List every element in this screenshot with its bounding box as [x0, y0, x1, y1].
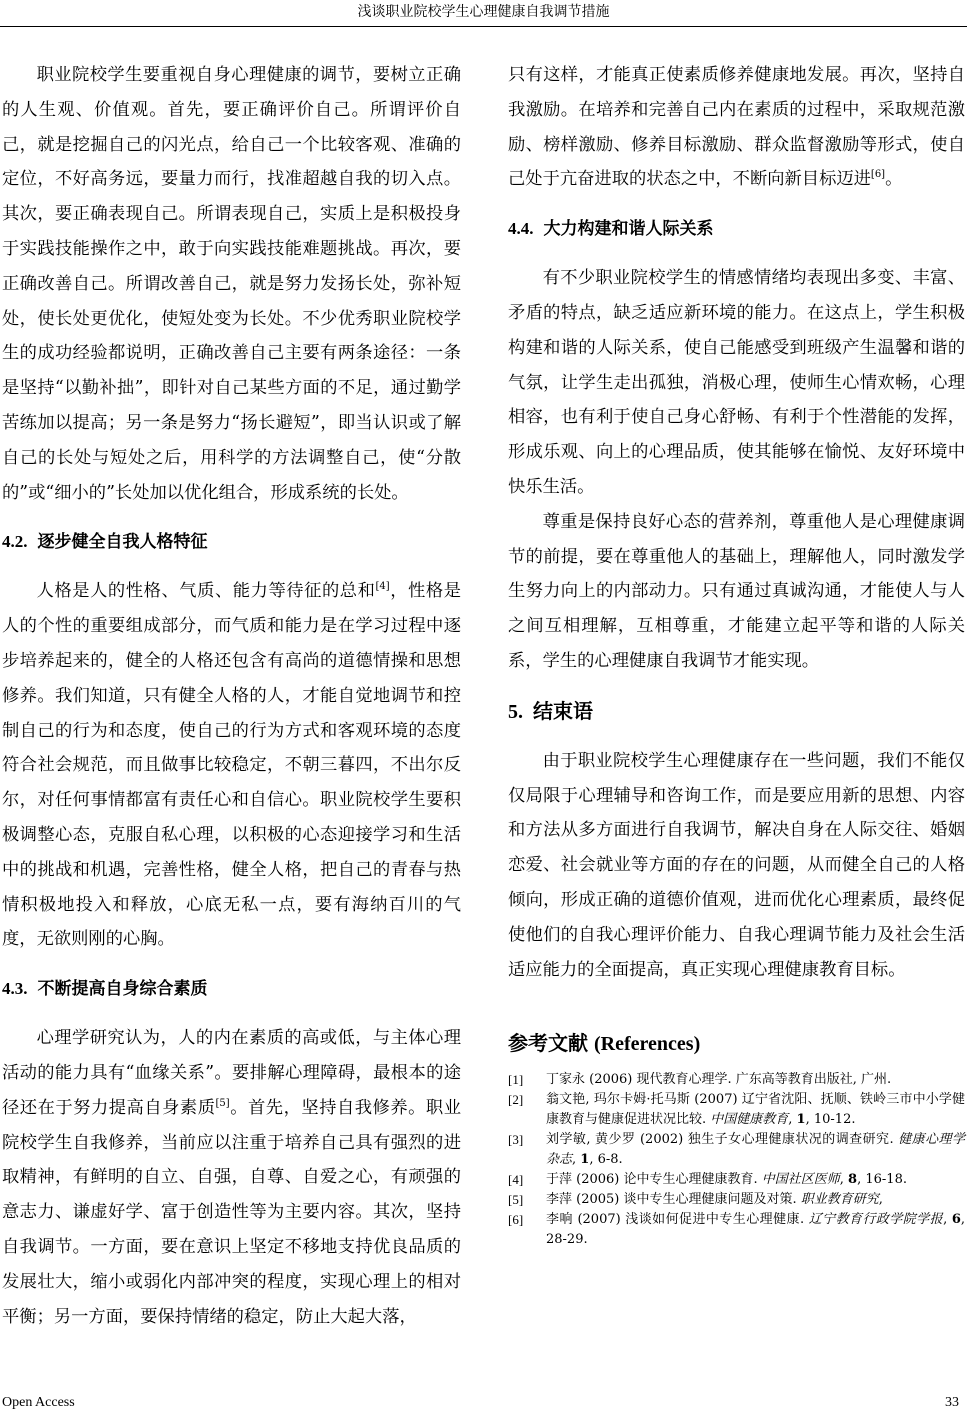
reference-item — [508, 1190, 965, 1210]
citation-5[interactable]: [5] — [215, 1097, 230, 1109]
section-title: 结束语 — [533, 698, 593, 723]
section-title: 不断提高自身综合素质 — [37, 979, 208, 1000]
text-run: ，性格是人的个性的重要组成部分，而气质和能力是在学习过程中逐步培养起来的，健全的人格还包含有高尚的道德情操和思想修养。我们知道，只有健全人格的人，才能自觉地调节和控制自己的行为和态度，使自己的行为方式和客观环境的态度符合社会规范，而且做事比较稳定，不朝三暮四，不出尔反尔，对任何事情都富有责任心和自信心。职业院校学生要积极调整心态，克服自私心理，以积极的心态迎接学习和生活中的挑战和机遇，完善性格，健全人格，把自己的青春与热情积极地投入和释放，心底无私一点，要有海纳百川的气度，无欲则刚的心胸。 — [2, 581, 461, 950]
reference-citation: 于萍 (2006) 论中专生心理健康教育. — [546, 1172, 762, 1188]
text-run: 人格是人的性格、气质、能力等待征的总和 — [36, 581, 376, 602]
reference-item — [508, 1130, 965, 1170]
left-column — [2, 58, 461, 1334]
running-header: 浅谈职业院校学生心理健康自我调节措施 — [357, 4, 610, 20]
reference-journal: 辽宁教育行政学院学报 — [808, 1212, 944, 1228]
section-number: 4.3. — [2, 979, 28, 999]
footer-open-access: Open Access — [2, 1395, 75, 1410]
reference-text: 李响 (2007) 浅谈如何促进中专生心理健康. 辽宁教育行政学院学报, 6, 28-29. — [546, 1212, 965, 1248]
reference-pages: , 28-29. — [546, 1212, 965, 1248]
paragraph-continuation — [508, 58, 965, 197]
citation-6[interactable]: [6] — [870, 169, 886, 181]
section-heading-5 — [508, 699, 965, 724]
reference-number: [3] — [508, 1132, 524, 1148]
reference-volume: 6 — [951, 1212, 961, 1228]
reference-volume: 8 — [848, 1172, 858, 1188]
reference-item — [508, 1210, 965, 1250]
text-run: 只有这样，才能真正使素质修养健康地发展。再次，坚持自我激励。在培养和完善自己内在素质的过程中，采取规范激励、榜样激励、修养目标激励、群众监督激励等形式，使自己处于亢奋进取的状态之中，不断向新目标迈进 — [508, 65, 965, 190]
paragraph-respect: 尊重是保持良好心态的营养剂，尊重他人是心理健康调节的前提，要在尊重他人的基础上，理解他人，同时激发学生努力向上的内部动力。只有通过真诚沟通，才能使人与人之间互相理解，互相尊重，才能建立起平等和谐的人际关系，学生的心理健康自我调节才能实现。 — [508, 511, 965, 671]
reference-pages: , 10-12. — [805, 1112, 856, 1128]
section-heading-4-3 — [2, 977, 461, 1001]
reference-citation: 李萍 (2005) 谈中专生心理健康问题及对策. — [546, 1192, 801, 1208]
reference-citation: 丁家永 (2006) 现代教育心理学. 广东高等教育出版社, 广州. — [546, 1072, 892, 1088]
reference-number: [4] — [508, 1172, 524, 1188]
paragraph-quality — [2, 1021, 461, 1334]
text-run: 心理学研究认为，人的内在素质的高或低，与主体心理活动的能力具有“血缘关系”。要排解心理障碍，最根本的途径还在于努力提高自身素质 — [2, 1028, 461, 1118]
paragraph-conclusion: 由于职业院校学生心理健康存在一些问题，我们不能仅仅局限于心理辅导和咨询工作，而是要应用新的思想、内容和方法从多方面进行自我调节，解决自身在人际交往、婚姻恋爱、社会就业等方面的存在的问题，从而健全自己的人格倾向，形成正确的道德价值观，进而优化心理素质，最终促使他们的自我心理评价能力、自我心理调节能力及社会生活适应能力的全面提高，真正实现心理健康教育目标。 — [508, 750, 965, 980]
section-number: 5. — [508, 700, 523, 723]
reference-pages: , 16-18. — [857, 1172, 907, 1188]
reference-pages: , 6-8. — [589, 1152, 623, 1168]
reference-text: 刘学敏, 黄少罗 (2002) 独生子女心理健康状况的调查研究. 健康心理学杂志, 1, 6-8. — [546, 1132, 965, 1168]
reference-journal: 健康心理学杂志 — [546, 1132, 965, 1168]
reference-number: [1] — [508, 1072, 524, 1088]
header-rule — [0, 26, 967, 27]
section-heading-4-4 — [508, 217, 965, 241]
reference-journal: 职业教育研究 — [800, 1192, 879, 1208]
paragraph-personality — [2, 574, 461, 957]
text-run: 。首先，坚持自我修养。职业院校学生自我修养，当前应以注重于培养自己具有强烈的进取精神，有鲜明的自立、自强，自尊、自爱之心，有顽强的意志力、谦虚好学、富于创造性等为主要内容。其次，坚持自我调节。一方面，要在意识上坚定不移地支持优良品质的发展壮大，缩小或弱化内部冲突的程度，实现心理上的相对平衡；另一方面，要保持情绪的稳定，防止大起大落， — [2, 1097, 461, 1327]
reference-journal: 中国健康教育 — [710, 1112, 789, 1128]
references-heading — [508, 1031, 965, 1056]
reference-citation: 翁文艳, 玛尔卡姆·托马斯 (2007) 辽宁省沈阳、抚顺、铁岭三市中小学健康教育与健康促进状况比较. — [546, 1092, 965, 1128]
paragraph-relations: 有不少职业院校学生的情感情绪均表现出多变、丰富、矛盾的特点，缺乏适应新环境的能力。在这点上，学生积极构建和谐的人际关系，使自己能感受到班级产生温馨和谐的气氛，让学生走出孤独，消极心理，使师生心情欢畅，心理相容，也有利于使自己身心舒畅、有利于个性潜能的发挥，形成乐观、向上的心理品质，使其能够在愉悦、友好环境中快乐生活。 — [508, 268, 965, 497]
reference-list — [508, 1070, 965, 1250]
reference-text: 于萍 (2006) 论中专生心理健康教育. 中国社区医师, 8, 16-18. — [546, 1172, 907, 1188]
reference-volume: 1 — [796, 1112, 806, 1128]
section-title: 逐步健全自我人格特征 — [37, 532, 208, 553]
citation-4[interactable]: [4] — [375, 581, 390, 593]
reference-pages: , — [878, 1192, 883, 1208]
references-title-cn: 参考文献 — [508, 1031, 588, 1056]
section-number: 4.4. — [508, 219, 534, 239]
reference-number: [6] — [508, 1212, 524, 1228]
page-number: 33 — [945, 1395, 959, 1410]
text-run: 。 — [885, 169, 903, 190]
paragraph-self-evaluation: 职业院校学生要重视自身心理健康的调节，要树立正确的人生观、价值观。首先，要正确评价自己。所谓评价自己，就是挖掘自己的闪光点，给自己一个比较客观、准确的定位，不好高务远，要量力而行，找准超越自我的切入点。其次，要正确表现自己。所谓表现自己，实质上是积极投身于实践技能操作之中，敢于向实践技能难题挑战。再次，要正确改善自己。所谓改善自己，就是努力发扬长处，弥补短处，使长处更优化，使短处变为长处。不少优秀职业院校学生的成功经验都说明，正确改善自己主要有两条途径：一条是坚持“以勤补拙”，即针对自己某些方面的不足，通过勤学苦练加以提高；另一条是努力“扬长避短”，即当认识或了解自己的长处与短处之后，用科学的方法调整自己，使“分散的”或“细小的”长处加以优化组合，形成系统的长处。 — [2, 65, 461, 503]
section-title: 大力构建和谐人际关系 — [543, 219, 714, 240]
reference-text — [546, 1190, 965, 1210]
reference-number: [5] — [508, 1192, 524, 1208]
reference-journal: 中国社区医师 — [761, 1172, 840, 1188]
right-column — [508, 58, 965, 1250]
section-number: 4.2. — [2, 532, 28, 552]
reference-text — [546, 1070, 965, 1090]
reference-item — [508, 1170, 965, 1190]
reference-number: [2] — [508, 1092, 524, 1108]
section-heading-4-2 — [2, 530, 461, 554]
reference-volume: 1 — [580, 1152, 590, 1168]
reference-item — [508, 1090, 965, 1130]
reference-citation: 李响 (2007) 浅谈如何促进中专生心理健康. — [546, 1212, 809, 1228]
reference-item — [508, 1070, 965, 1090]
references-title-en: (References) — [594, 1033, 701, 1056]
reference-citation: 刘学敏, 黄少罗 (2002) 独生子女心理健康状况的调查研究. — [546, 1132, 899, 1148]
reference-text: 翁文艳, 玛尔卡姆·托马斯 (2007) 辽宁省沈阳、抚顺、铁岭三市中小学健康教育与健康促进状况比较. 中国健康教育, 1, 10-12. — [546, 1092, 965, 1128]
